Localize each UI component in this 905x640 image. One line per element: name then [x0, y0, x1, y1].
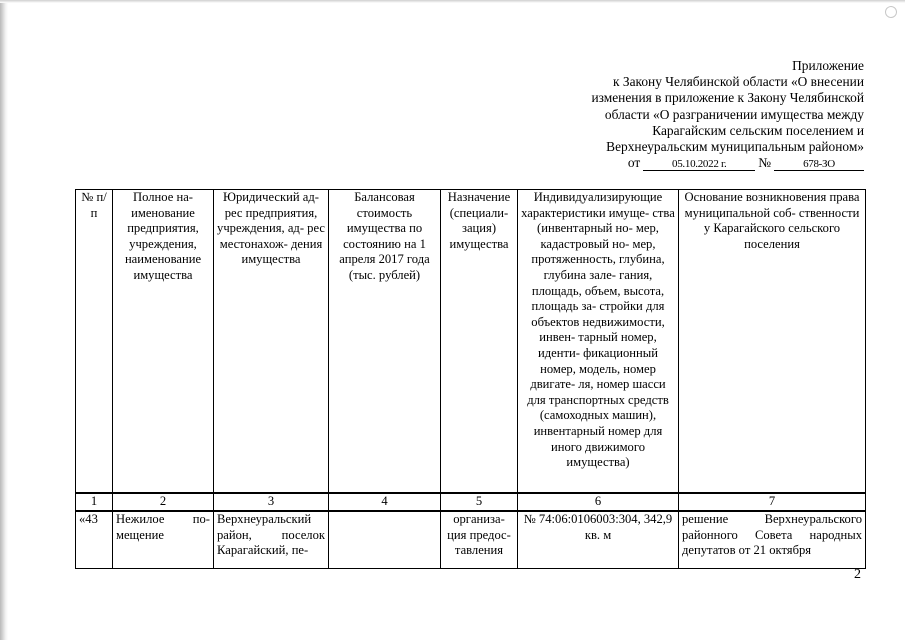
law-number: 678-ЗО [774, 158, 864, 171]
appendix-title: Приложение [792, 58, 864, 73]
header-characteristics: Индивидуализирующие характеристики имуще- ства (инвентарный но- мер, кадастровый но- мер, протяженность, глубина, глубина зале- гания, площадь, объем, высота, площадь за- стройки для объектов недвижимости, инвен- тарный номер, иденти- фикационный номер, модель, номер двигате- ля, номер шасси для транспортных средств (самоходных машин), инвентарный номер для иного движимого имущества) [518, 190, 679, 494]
column-number: 6 [518, 493, 679, 511]
property-table [75, 189, 866, 569]
row-basis: решение Верхнеуральского районного Совета народных депутатов от 21 октября [679, 511, 866, 569]
row-balance [329, 511, 441, 569]
header-number: № п/п [76, 190, 113, 494]
header-address: Юридический ад- рес предприятия, учреждения, ад- рес местонахож- дения имущества [214, 190, 329, 494]
row-address: Верхнеуральский район, поселок Карагайский, пе- [214, 511, 329, 569]
column-number: 2 [113, 493, 214, 511]
appendix-line-3: области «О разграничении имущества между [604, 106, 864, 122]
table-header-row [76, 190, 866, 494]
scan-corner-mark [885, 6, 897, 18]
from-label: от [627, 155, 641, 171]
law-date-number [544, 155, 864, 171]
appendix-line-4: Карагайским сельским поселением и [652, 122, 864, 138]
row-name: Нежилое по- мещение [113, 511, 214, 569]
header-balance: Балансовая стоимость имущества по состоянию на 1 апреля 2017 года (тыс. рублей) [329, 190, 441, 494]
header-name: Полное на- именование предприятия, учреждения, наименование имущества [113, 190, 214, 494]
header-basis: Основание возникновения права муниципальной соб- ственности у Карагайского сельского поселения [679, 190, 866, 494]
appendix-line-1: к Закону Челябинской области «О внесении [613, 74, 864, 90]
appendix-line-2: изменения в приложение к Закону Челябинской [591, 90, 864, 106]
appendix-line-5: Верхнеуральским муниципальным районом» [606, 139, 864, 155]
row-characteristics: № 74:06:0106003:304, 342,9 кв. м [518, 511, 679, 569]
column-number: 4 [329, 493, 441, 511]
header-purpose: Назначение (специали- зация) имущества [441, 190, 518, 494]
scan-edge-left [0, 0, 8, 640]
column-number: 1 [76, 493, 113, 511]
column-number: 5 [441, 493, 518, 511]
number-label: № [758, 155, 771, 171]
appendix-heading [544, 58, 864, 171]
row-number: «43 [76, 511, 113, 569]
column-number: 3 [214, 493, 329, 511]
column-numbers-row [76, 493, 866, 511]
column-number: 7 [679, 493, 866, 511]
scan-edge-top [0, 0, 905, 3]
page-number: 2 [854, 567, 861, 582]
row-purpose: организа- ция предос- тавления [441, 511, 518, 569]
law-date: 05.10.2022 г. [643, 158, 755, 171]
table-row [76, 511, 866, 569]
